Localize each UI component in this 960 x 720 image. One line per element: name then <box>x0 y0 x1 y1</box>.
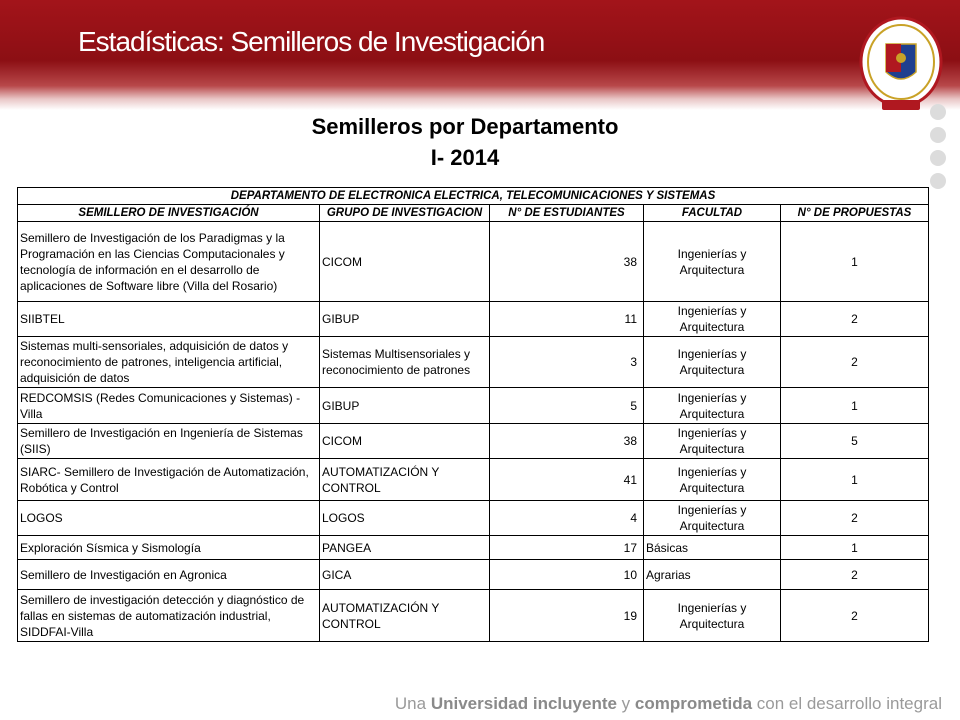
table-cell: 38 <box>490 424 644 459</box>
table-cell: Semillero de Investigación en Ingeniería de Sistemas (SIIS) <box>18 424 320 459</box>
table-cell: 10 <box>490 560 644 590</box>
table-row <box>18 222 929 302</box>
table-cell: 5 <box>490 388 644 424</box>
table-cell: 2 <box>781 337 929 388</box>
table-cell: 3 <box>490 337 644 388</box>
table-cell: 11 <box>490 302 644 337</box>
table-row <box>18 302 929 337</box>
table-cell: Básicas <box>644 536 781 560</box>
table-cell: Semillero de Investigación en Agronica <box>18 560 320 590</box>
table-row <box>18 459 929 501</box>
table-cell: AUTOMATIZACIÓN Y CONTROL <box>320 590 490 642</box>
table-cell: 17 <box>490 536 644 560</box>
table-cell: 2 <box>781 302 929 337</box>
table-cell: 1 <box>781 388 929 424</box>
table-cell: GIBUP <box>320 302 490 337</box>
table-cell: 1 <box>781 536 929 560</box>
table-period: I- 2014 <box>430 145 500 170</box>
table-row <box>18 388 929 424</box>
column-header: SEMILLERO DE INVESTIGACIÓN <box>18 205 320 222</box>
table-cell: 5 <box>781 424 929 459</box>
table-cell: LOGOS <box>320 501 490 536</box>
table-cell: AUTOMATIZACIÓN Y CONTROL <box>320 459 490 501</box>
column-header: N° DE PROPUESTAS <box>781 205 929 222</box>
table-cell: Agrarias <box>644 560 781 590</box>
table-cell: GIBUP <box>320 388 490 424</box>
page-title: Estadísticas: Semilleros de Investigación <box>78 26 545 57</box>
table-heading: Semilleros por Departamento <box>311 114 619 139</box>
table-cell: REDCOMSIS (Redes Comunicaciones y Sistemas) - Villa <box>18 388 320 424</box>
column-header: FACULTAD <box>644 205 781 222</box>
decorative-dots <box>930 104 950 196</box>
table-cell: 2 <box>781 560 929 590</box>
table-cell: Ingenierías y Arquitectura <box>644 337 781 388</box>
table-cell: Ingenierías y Arquitectura <box>644 302 781 337</box>
table-cell: 4 <box>490 501 644 536</box>
table-cell: Ingenierías y Arquitectura <box>644 459 781 501</box>
table-cell: Exploración Sísmica y Sismología <box>18 536 320 560</box>
header-banner <box>0 0 960 110</box>
table-cell: Ingenierías y Arquitectura <box>644 388 781 424</box>
table-cell: 1 <box>781 459 929 501</box>
table-cell: Ingenierías y Arquitectura <box>644 222 781 302</box>
table-row <box>18 337 929 388</box>
university-seal-logo <box>858 14 944 118</box>
table-cell: 2 <box>781 590 929 642</box>
table-cell: Semillero de Investigación de los Paradigmas y la Programación en las Ciencias Computacionales y tecnología de información en el desarrollo de aplicaciones de Software libre (Villa del Rosario) <box>18 222 320 302</box>
column-header-row <box>18 205 929 222</box>
department-header: DEPARTAMENTO DE ELECTRONICA ELECTRICA, TELECOMUNICACIONES Y SISTEMAS <box>18 188 929 205</box>
table-cell: CICOM <box>320 222 490 302</box>
column-header: GRUPO DE INVESTIGACION <box>320 205 490 222</box>
table-cell: Sistemas Multisensoriales y reconocimiento de patrones <box>320 337 490 388</box>
footer-slogan: Una Universidad incluyente y comprometida con el desarrollo integral <box>394 694 942 713</box>
table-cell: CICOM <box>320 424 490 459</box>
table-cell: Sistemas multi-sensoriales, adquisición de datos y reconocimiento de patrones, inteligencia artificial, adquisición de datos <box>18 337 320 388</box>
semilleros-table <box>17 187 929 642</box>
table-cell: Ingenierías y Arquitectura <box>644 424 781 459</box>
table-cell: 41 <box>490 459 644 501</box>
table-cell: 1 <box>781 222 929 302</box>
footer <box>0 688 960 720</box>
table-row <box>18 560 929 590</box>
table-cell: PANGEA <box>320 536 490 560</box>
table-cell: 38 <box>490 222 644 302</box>
table-row <box>18 501 929 536</box>
table-cell: SIIBTEL <box>18 302 320 337</box>
table-cell: Semillero de investigación detección y diagnóstico de fallas en sistemas de automatización industrial, SIDDFAI-Villa <box>18 590 320 642</box>
table-row <box>18 590 929 642</box>
table-cell: 2 <box>781 501 929 536</box>
table-cell: LOGOS <box>18 501 320 536</box>
table-cell: 19 <box>490 590 644 642</box>
table-cell: GICA <box>320 560 490 590</box>
table-cell: Ingenierías y Arquitectura <box>644 590 781 642</box>
table-row <box>18 536 929 560</box>
table-row <box>18 424 929 459</box>
table-cell: Ingenierías y Arquitectura <box>644 501 781 536</box>
column-header: N° DE ESTUDIANTES <box>490 205 644 222</box>
table-cell: SIARC- Semillero de Investigación de Automatización, Robótica y Control <box>18 459 320 501</box>
